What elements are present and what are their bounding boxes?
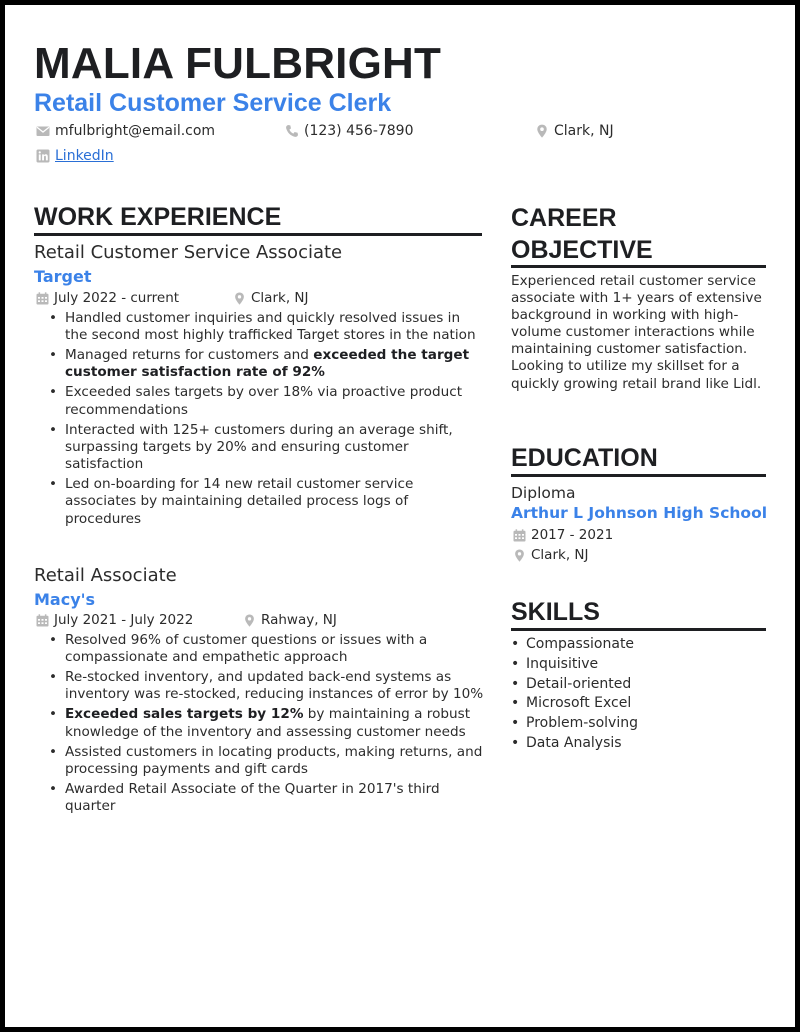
- skill-item: • Detail-oriented: [511, 675, 638, 695]
- company-name: Macy's: [34, 590, 96, 609]
- email-text[interactable]: mfulbright@email.com: [55, 123, 216, 139]
- map-pin-icon: [233, 292, 246, 305]
- candidate-title: Retail Customer Service Clerk: [34, 89, 392, 117]
- career-objective-divider: [511, 265, 766, 268]
- envelope-icon: [36, 124, 50, 138]
- job-location-text: Rahway, NJ: [261, 612, 337, 628]
- bullet-item: • Interacted with 125+ customers during an average shift, surpassing targets by 20% and ensuring customer satisfaction: [34, 422, 486, 474]
- calendar-icon: [513, 529, 526, 542]
- contact-location: [535, 123, 614, 139]
- map-pin-icon: [243, 614, 256, 627]
- job-location: [243, 612, 337, 628]
- career-objective-heading-line1: CAREER: [511, 204, 617, 232]
- bullet-item: • Awarded Retail Associate of the Quarter in 2017's third quarter: [34, 781, 486, 816]
- contact-phone: [285, 123, 414, 139]
- bullet-item: • Led on-boarding for 14 new retail customer service associates by maintaining detailed process logs of procedures: [34, 476, 486, 528]
- education-divider: [511, 474, 766, 477]
- job-title: Retail Customer Service Associate: [34, 242, 343, 263]
- skill-item: • Compassionate: [511, 635, 638, 655]
- career-objective-heading-line2: OBJECTIVE: [511, 236, 653, 264]
- skill-item: • Microsoft Excel: [511, 694, 638, 714]
- job-title: Retail Associate: [34, 565, 177, 586]
- skill-item: • Inquisitive: [511, 655, 638, 675]
- bullet-item: • Re-stocked inventory, and updated back-end systems as inventory was re-stocked, reducing instances of error by 10%: [34, 669, 486, 704]
- phone-text[interactable]: (123) 456-7890: [304, 123, 414, 139]
- resume-page: [5, 5, 795, 1027]
- bullet-item: • Managed returns for customers and exceeded the target customer satisfaction rate of 92%: [34, 347, 486, 382]
- skill-item: • Data Analysis: [511, 734, 638, 754]
- calendar-icon: [36, 614, 49, 627]
- education-location: [513, 547, 588, 563]
- bullet-item: • Assisted customers in locating products, making returns, and processing payments and gift cards: [34, 744, 486, 779]
- skill-item: • Problem-solving: [511, 714, 638, 734]
- education-degree: Diploma: [511, 484, 576, 502]
- job-dates: [36, 612, 193, 628]
- linkedin-link[interactable]: LinkedIn: [55, 148, 114, 164]
- candidate-name: MALIA FULBRIGHT: [34, 39, 442, 88]
- work-experience-heading: WORK EXPERIENCE: [34, 203, 282, 231]
- map-pin-icon: [535, 124, 549, 138]
- skills-divider: [511, 628, 766, 631]
- job-dates-text: July 2022 - current: [54, 290, 180, 306]
- skills-heading: SKILLS: [511, 598, 600, 626]
- bullet-item: • Exceeded sales targets by over 18% via proactive product recommendations: [34, 384, 486, 419]
- job-location-text: Clark, NJ: [251, 290, 309, 306]
- map-pin-icon: [513, 549, 526, 562]
- linkedin-icon: [36, 149, 50, 163]
- education-school: Arthur L Johnson High School: [511, 504, 768, 522]
- phone-icon: [285, 124, 299, 138]
- bullet-item: • Handled customer inquiries and quickly resolved issues in the second most highly trafficked Target stores in the nation: [34, 310, 486, 345]
- calendar-icon: [36, 292, 49, 305]
- job-location: [233, 290, 308, 306]
- company-name: Target: [34, 267, 92, 286]
- skills-list: [511, 635, 638, 754]
- bullet-item: • Resolved 96% of customer questions or issues with a compassionate and empathetic approach: [34, 632, 486, 667]
- bullet-item: • Exceeded sales targets by 12% by maintaining a robust knowledge of the inventory and assessing customer needs: [34, 706, 486, 741]
- contact-linkedin: [36, 148, 114, 164]
- education-dates: [513, 527, 613, 543]
- education-heading: EDUCATION: [511, 444, 658, 472]
- education-location-text: Clark, NJ: [531, 547, 589, 563]
- job-dates-text: July 2021 - July 2022: [54, 612, 194, 628]
- education-dates-text: 2017 - 2021: [531, 527, 614, 543]
- work-experience-divider: [34, 233, 482, 236]
- location-text: Clark, NJ: [554, 123, 614, 139]
- career-objective-heading: [511, 202, 653, 266]
- job-bullets: [34, 310, 486, 531]
- career-objective-text: Experienced retail customer service associate with 1+ years of extensive background in working with high-volume customer interactions while maintaining customer satisfaction. Looking to utilize my skillset for a quickly growing retail brand like Lidl.: [511, 273, 762, 392]
- contact-email: [36, 123, 215, 139]
- job-dates: [36, 290, 179, 306]
- job-bullets: [34, 632, 486, 818]
